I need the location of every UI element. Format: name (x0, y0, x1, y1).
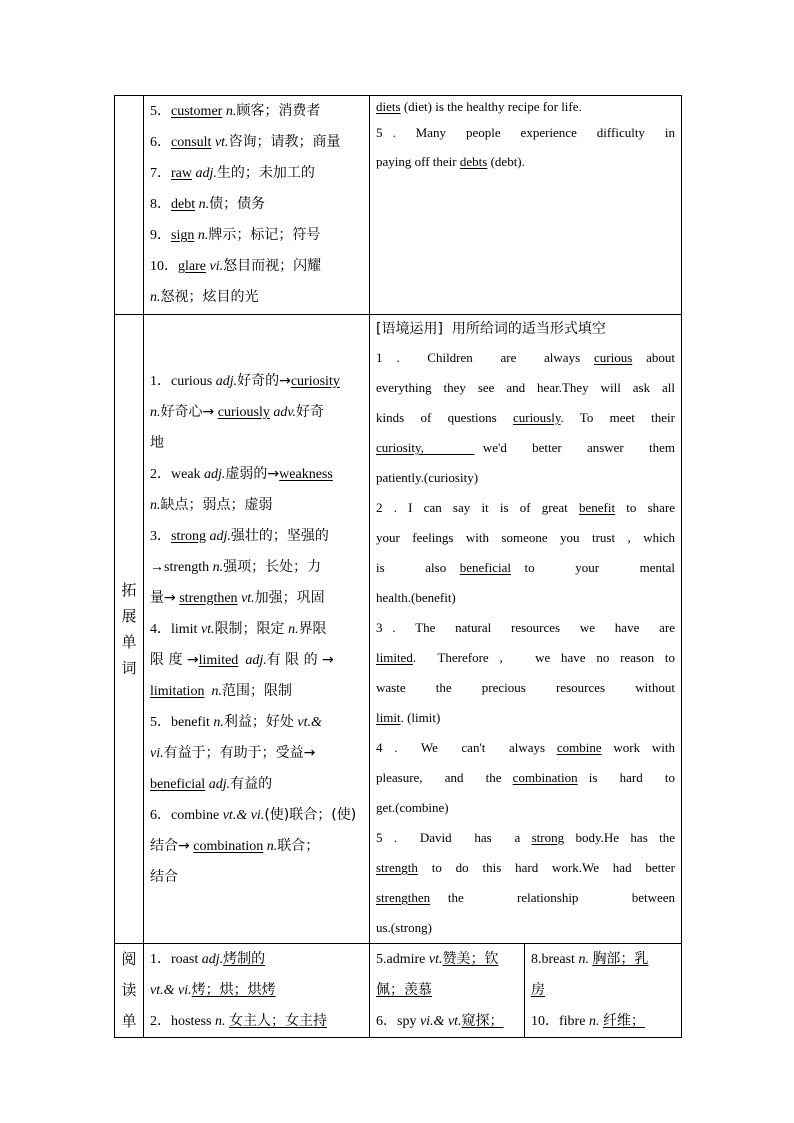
section-1-header (115, 96, 144, 315)
exercise-line: pleasure, and the combination is hard to (376, 770, 676, 785)
vocab-item: 8．debt n.债；债务 (150, 196, 266, 212)
vocab-item: 5.admire vt.赞美；钦 (376, 951, 499, 967)
exercise-line: strengthen the relationship between (376, 890, 676, 905)
vocab-line: 结合→ combination n.联合； (150, 837, 320, 854)
exercise-line: kinds of questions curiously. To meet their (376, 410, 675, 425)
exercise-line: 5 . Many people experience difficulty in (376, 125, 675, 140)
vocab-line: 房 (531, 982, 545, 998)
exercise-line: health.(benefit) (376, 590, 456, 605)
exercise-line: waste the precious resources without (376, 680, 675, 695)
vocab-line: n.好奇心→ curiously adv.好奇 (150, 403, 325, 420)
exercise-line: everything they see and hear.They will ask all (376, 380, 675, 395)
vocab-item: 6．consult vt.咨询；请教；商量 (150, 134, 341, 150)
exercise-line: strength to do this hard work.We had better (376, 860, 675, 875)
exercise-line: paying off their debts (debt). (376, 154, 525, 169)
vocab-table (114, 95, 682, 1038)
exercise-line: get.(combine) (376, 800, 449, 815)
vocab-line: 量→ strengthen vt.加强；巩固 (150, 589, 325, 606)
section-2-right (370, 315, 682, 944)
vocab-item: 2．hostess n. 女主人；女主持 (150, 1013, 327, 1029)
vocab-line: 地 (150, 434, 164, 451)
section-1-left (144, 96, 370, 315)
exercise-line: curiosity, we'd better answer them (376, 440, 676, 455)
exercise-line: limit. (limit) (376, 710, 441, 725)
section-3-col-1 (144, 944, 370, 1038)
vocab-item-1: 1．curious adj.好奇的→curiosity (150, 372, 340, 389)
vocab-item: 1．roast adj.烤制的 (150, 951, 266, 967)
section-2-left (144, 315, 370, 944)
section-2-header: 拓 展 单 词 (115, 315, 144, 944)
vocab-item-6: 6．combine vt.& vi.(使)联合；(使) (150, 806, 357, 823)
exercise-line: patiently.(curiosity) (376, 470, 479, 485)
section-3-col-3 (525, 944, 682, 1038)
vocab-line: n.缺点；弱点；虚弱 (150, 496, 273, 513)
vocab-line: vi.有益于；有助于；受益→ (150, 744, 316, 761)
exercise-line: us.(strong) (376, 920, 432, 935)
vocab-item-3: 3．strong adj.强壮的；坚强的 (150, 527, 329, 544)
exercise-line: is also beneficial to your mental (376, 560, 675, 575)
section-2-row (115, 315, 682, 944)
exercise-line: diets (diet) is the healthy recipe for life. (376, 99, 582, 114)
vocab-item: 6．spy vi.& vt.窥探； (376, 1013, 504, 1029)
vocab-line: limitation n.范围；限制 (150, 682, 292, 699)
vocab-item: 8.breast n. 胸部；乳 (531, 951, 649, 967)
exercise-line: 1 . Children are always curious about (376, 350, 676, 365)
vocab-item-5: 5．benefit n.利益；好处 vt.& (150, 713, 322, 730)
vocab-item: 7．raw adj.生的；未加工的 (150, 165, 315, 181)
exercise-line: 5 . David has a strong body.He has the (376, 830, 676, 845)
exercise-line: limited. Therefore , we have no reason to (376, 650, 675, 665)
vocab-item-4: 4．limit vt.限制；限定 n.界限 (150, 620, 327, 637)
vocab-item: 5．customer n.顾客；消费者 (150, 103, 321, 119)
vocab-line: vt.& vi.烤；烘；烘烤 (150, 982, 276, 998)
vocab-item: 9．sign n.牌示；标记；符号 (150, 227, 321, 243)
exercise-line: 3 . The natural resources we have are (376, 620, 675, 635)
section-3-col-2 (370, 944, 525, 1038)
section-1-right (370, 96, 682, 315)
vocab-line: →strength n.强项；长处；力 (150, 558, 322, 575)
vocab-item: 10．fibre n. 纤维； (531, 1013, 645, 1029)
exercise-line: 2 . I can say it is of great benefit to share (376, 500, 676, 515)
vocab-line: 结合 (150, 868, 178, 885)
vocab-line: 限 度 →limited adj.有 限 的 → (150, 651, 334, 668)
section-3-header: 阅 读 单 (115, 944, 144, 1038)
section-3-row (115, 944, 682, 1038)
vocab-item: n.怒视；炫目的光 (150, 289, 259, 305)
exercise-title: [语境运用] 用所给词的适当形式填空 (376, 321, 606, 337)
vocab-line: beneficial adj.有益的 (150, 775, 273, 792)
exercise-line: 4 . We can't always combine work with (376, 740, 675, 755)
vocab-line: 佩；羡慕 (376, 982, 432, 998)
section-1-row (115, 96, 682, 315)
exercise-line: your feelings with someone you trust , which (376, 530, 675, 545)
vocab-item: 10．glare vi.怒目而视；闪耀 (150, 258, 322, 274)
vocab-item-2: 2．weak adj.虚弱的→weakness (150, 465, 333, 482)
